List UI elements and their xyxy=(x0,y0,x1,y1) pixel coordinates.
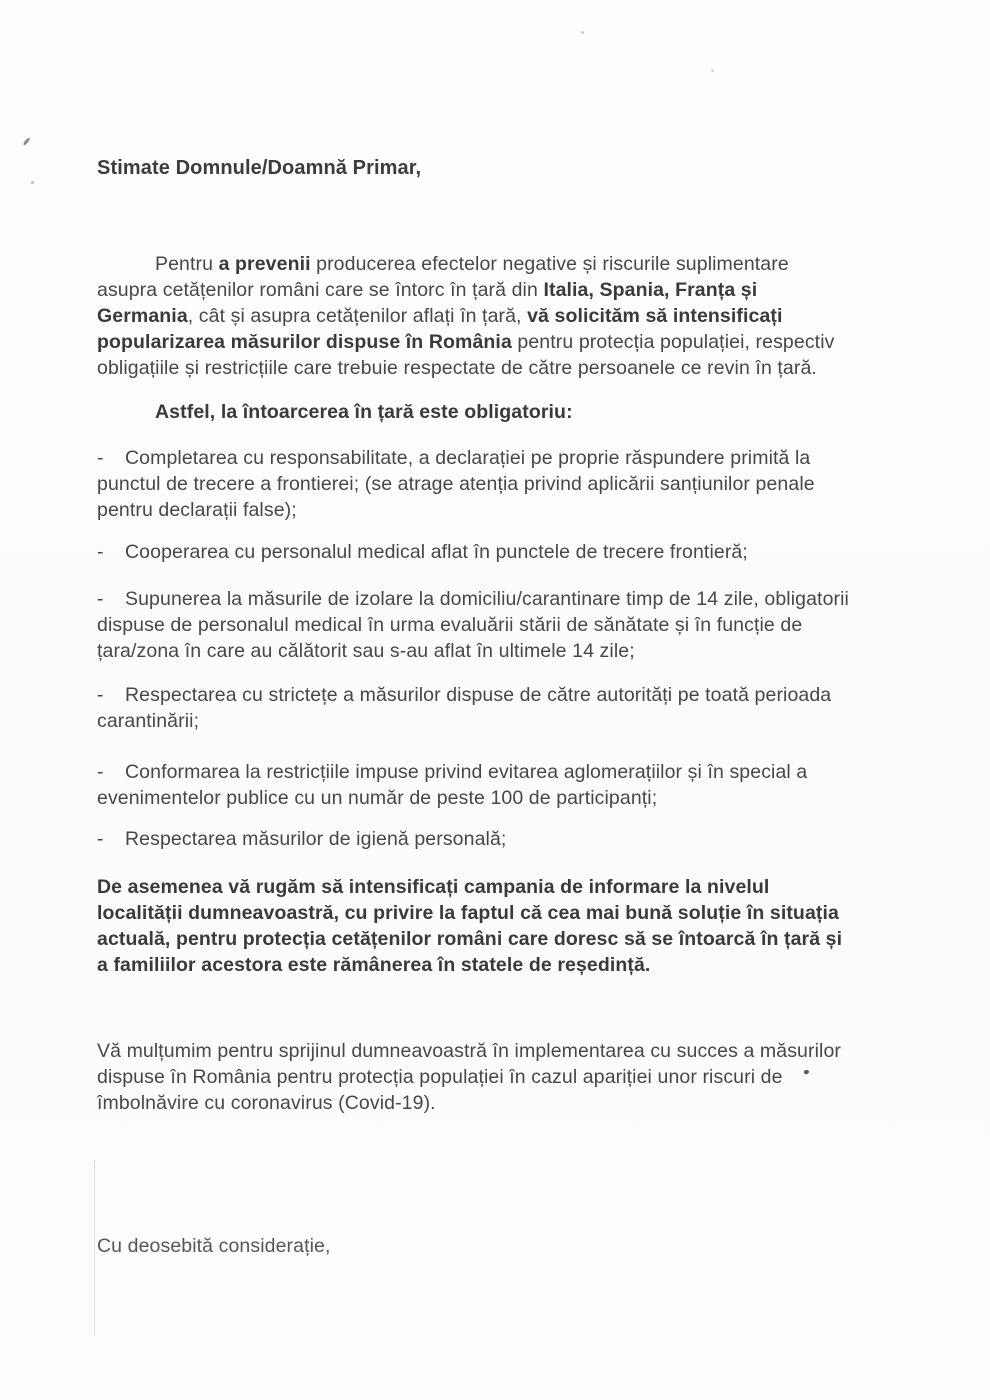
bullet-dash: - xyxy=(97,447,104,469)
obligations-heading: Astfel, la întoarcerea în țară este obligatoriu: xyxy=(155,401,573,423)
scan-artifact-dot xyxy=(711,69,714,72)
obligation-text: Cooperarea cu personalul medical aflat în punctele de trecere frontieră; xyxy=(125,541,748,563)
obligation-item-3 xyxy=(97,586,853,664)
bullet-dash: - xyxy=(97,588,104,610)
obligation-item-1 xyxy=(97,445,853,523)
intro-paragraph: Pentru a prevenii producerea efectelor negative și riscurile suplimentare asupra cetățenilor români care se întorc în țară din Italia, Spania, Franța și Germania, cât și asupra cetățenilor aflați în țară, vă solicităm să intensificați popularizarea măsurilor dispuse în România pentru protecția populației, respectiv obligațiile și restricțiile care trebuie respectate de către persoanele ce revin în țară. xyxy=(97,253,835,379)
closing-salutation: Cu deosebită considerație, xyxy=(97,1235,331,1257)
emphasis-paragraph: De asemenea vă rugăm să intensificați campania de informare la nivelul localității dumneavoastră, cu privire la faptul că cea mai bună soluție în situația actuală, pentru protecția cetățenilor români care doresc să se întoarcă în țară și a familiilor acestora este rămânerea în statele de reședință. xyxy=(97,876,843,976)
scan-fold-line xyxy=(94,1160,95,1336)
obligation-item-6 xyxy=(97,826,853,852)
obligation-text: Respectarea măsurilor de igienă personală; xyxy=(125,828,507,850)
scan-artifact-dot xyxy=(581,31,584,34)
obligation-item-5 xyxy=(97,759,853,811)
obligation-item-4 xyxy=(97,682,853,734)
scan-artifact-dot xyxy=(31,181,34,184)
salutation: Stimate Domnule/Doamnă Primar, xyxy=(97,157,422,179)
bullet-dash: - xyxy=(97,761,104,783)
obligation-text: Conformarea la restricțiile impuse privind evitarea aglomerațiilor și în special a evenimentelor publice cu un număr de peste 100 de participanți; xyxy=(97,761,808,809)
obligation-text: Supunerea la măsurile de izolare la domiciliu/carantinare timp de 14 zile, obligatorii dispuse de personalul medical în urma evaluării stării de sănătate și în funcție de țara/zona în care au călătorit sau s-au aflat în ultimele 14 zile; xyxy=(97,588,849,662)
obligation-item-2 xyxy=(97,539,853,565)
scan-artifact-pen-mark xyxy=(23,137,31,146)
letter-body xyxy=(97,0,853,1259)
obligation-text: Completarea cu responsabilitate, a declarației pe proprie răspundere primită la punctul de trecere a frontierei; (se atrage atenția privind aplicării sanțiunilor penale pentru declarații false); xyxy=(97,447,815,521)
bullet-dash: - xyxy=(97,828,104,850)
bullet-dash: - xyxy=(97,684,104,706)
obligation-text: Respectarea cu strictețe a măsurilor dispuse de către autorități pe toată perioada carantinării; xyxy=(97,684,832,732)
thanks-paragraph: Vă mulțumim pentru sprijinul dumneavoastră în implementarea cu succes a măsurilor dispuse în România pentru protecția populației în cazul apariției unor riscuri de îmbolnăvire cu coronavirus (Covid-19). xyxy=(97,1040,841,1114)
bullet-dash: - xyxy=(97,541,104,563)
